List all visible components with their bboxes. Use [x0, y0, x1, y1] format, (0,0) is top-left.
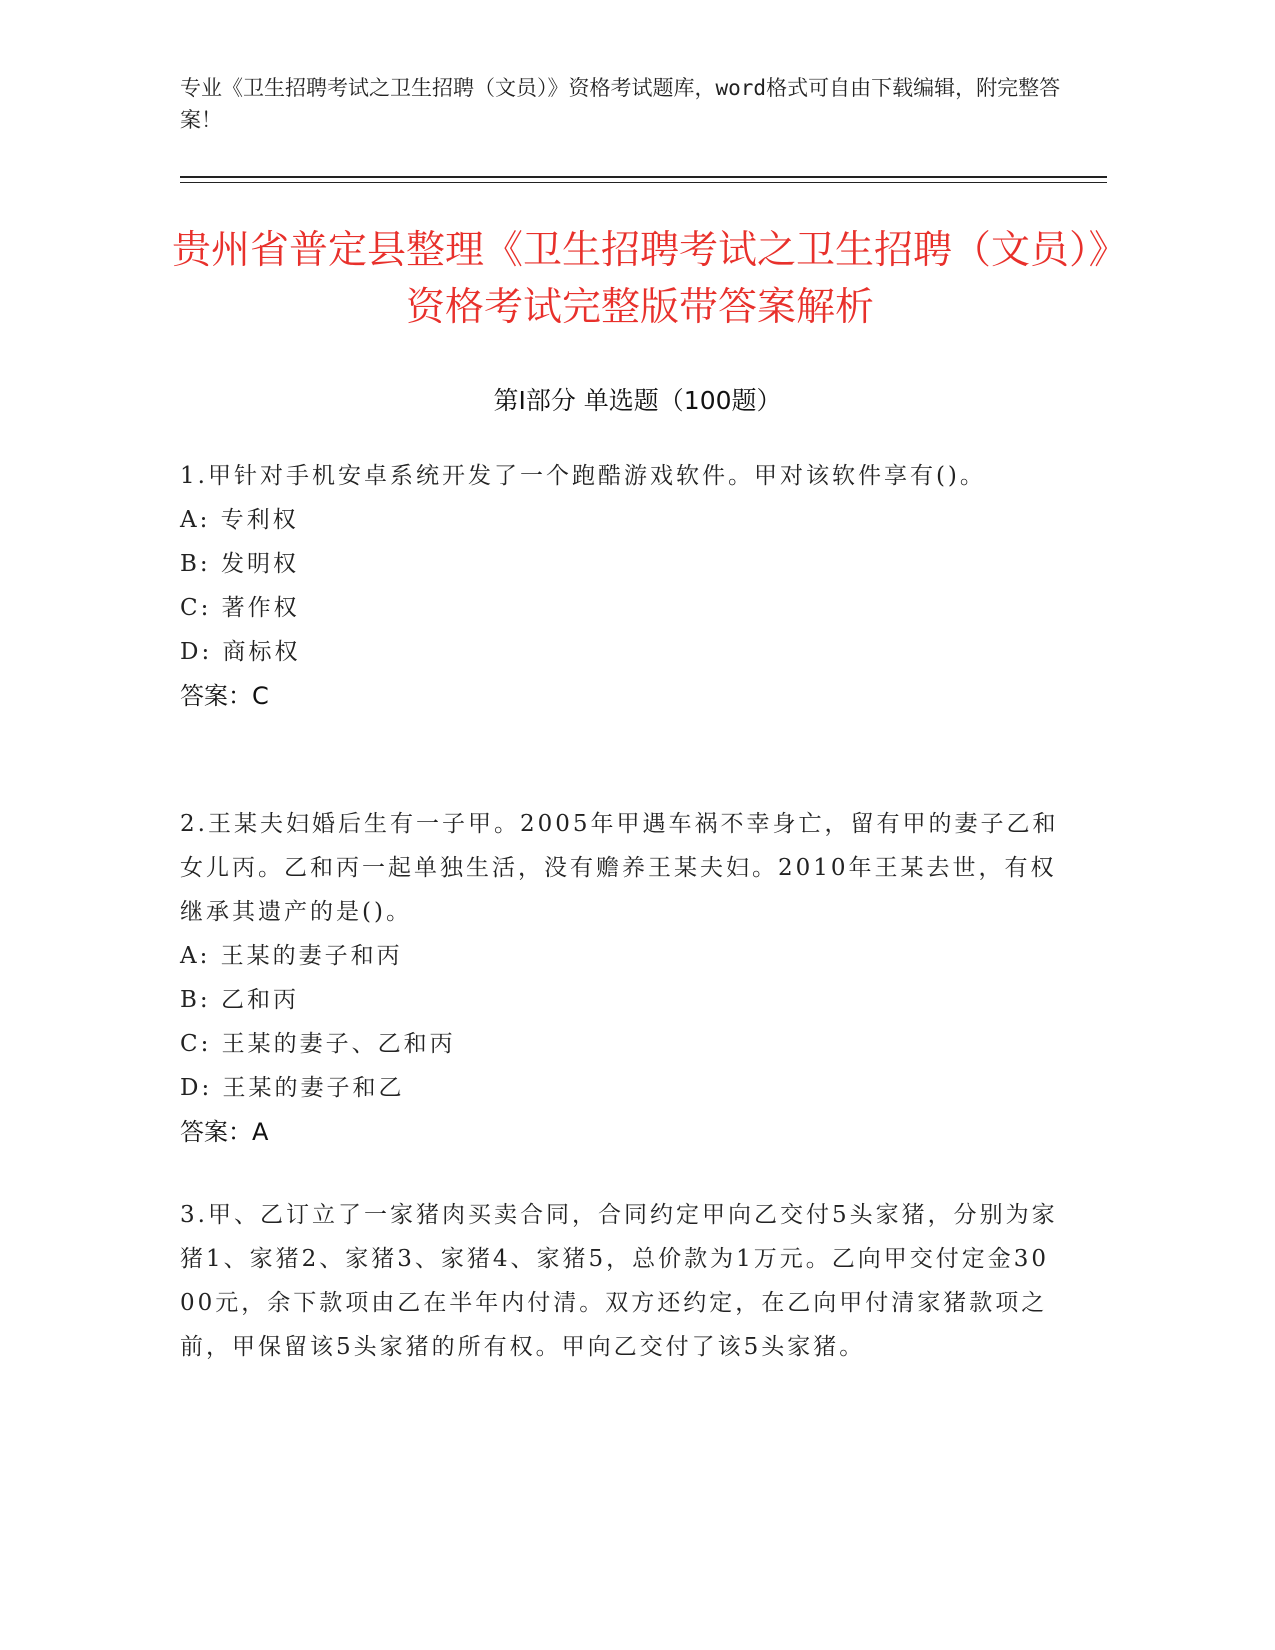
option-b: B: 发明权 — [180, 551, 299, 577]
answer: 答案：A — [180, 1118, 269, 1146]
option-d: D: 商标权 — [180, 639, 301, 665]
question-text: 3.甲、乙订立了一家猪肉买卖合同，合同约定甲向乙交付5头家猪，分别为家猪1、家猪2、家猪3、家猪4、家猪5，总价款为1万元。乙向甲交付定金3000元，余下款项由乙在半年内付清。双方还约定，在乙向甲付清家猪款项之前，甲保留该5头家猪的所有权。甲向乙交付了该5头家猪。 — [180, 1202, 1058, 1360]
question-2 — [180, 802, 1060, 1154]
option-c: C: 著作权 — [180, 595, 300, 621]
section-heading: 第Ⅰ部分 单选题（100题） — [493, 386, 782, 415]
question-text: 2.王某夫妇婚后生有一子甲。2005年甲遇车祸不幸身亡，留有甲的妻子乙和女儿丙。乙和丙一起单独生活，没有赡养王某夫妇。2010年王某去世，有权继承其遗产的是()。 — [180, 811, 1059, 925]
option-b: B: 乙和丙 — [180, 987, 299, 1013]
question-3 — [180, 1193, 1060, 1369]
answer: 答案：C — [180, 682, 269, 710]
option-d: D: 王某的妻子和乙 — [180, 1075, 405, 1101]
option-a: A: 王某的妻子和丙 — [180, 943, 403, 969]
question-1 — [180, 454, 1060, 718]
header-rule-thin — [180, 182, 1107, 183]
header-note: 专业《卫生招聘考试之卫生招聘（文员）》资格考试题库，word格式可自由下载编辑，附完整答案！ — [180, 76, 1061, 132]
option-a: A: 专利权 — [180, 507, 299, 533]
question-text: 1.甲针对手机安卓系统开发了一个跑酷游戏软件。甲对该软件享有()。 — [180, 463, 986, 489]
option-c: C: 王某的妻子、乙和丙 — [180, 1031, 456, 1057]
document-title: 贵州省普定县整理《卫生招聘考试之卫生招聘（文员）》资格考试完整版带答案解析 — [171, 228, 1108, 330]
header-rule-thick — [180, 176, 1107, 178]
